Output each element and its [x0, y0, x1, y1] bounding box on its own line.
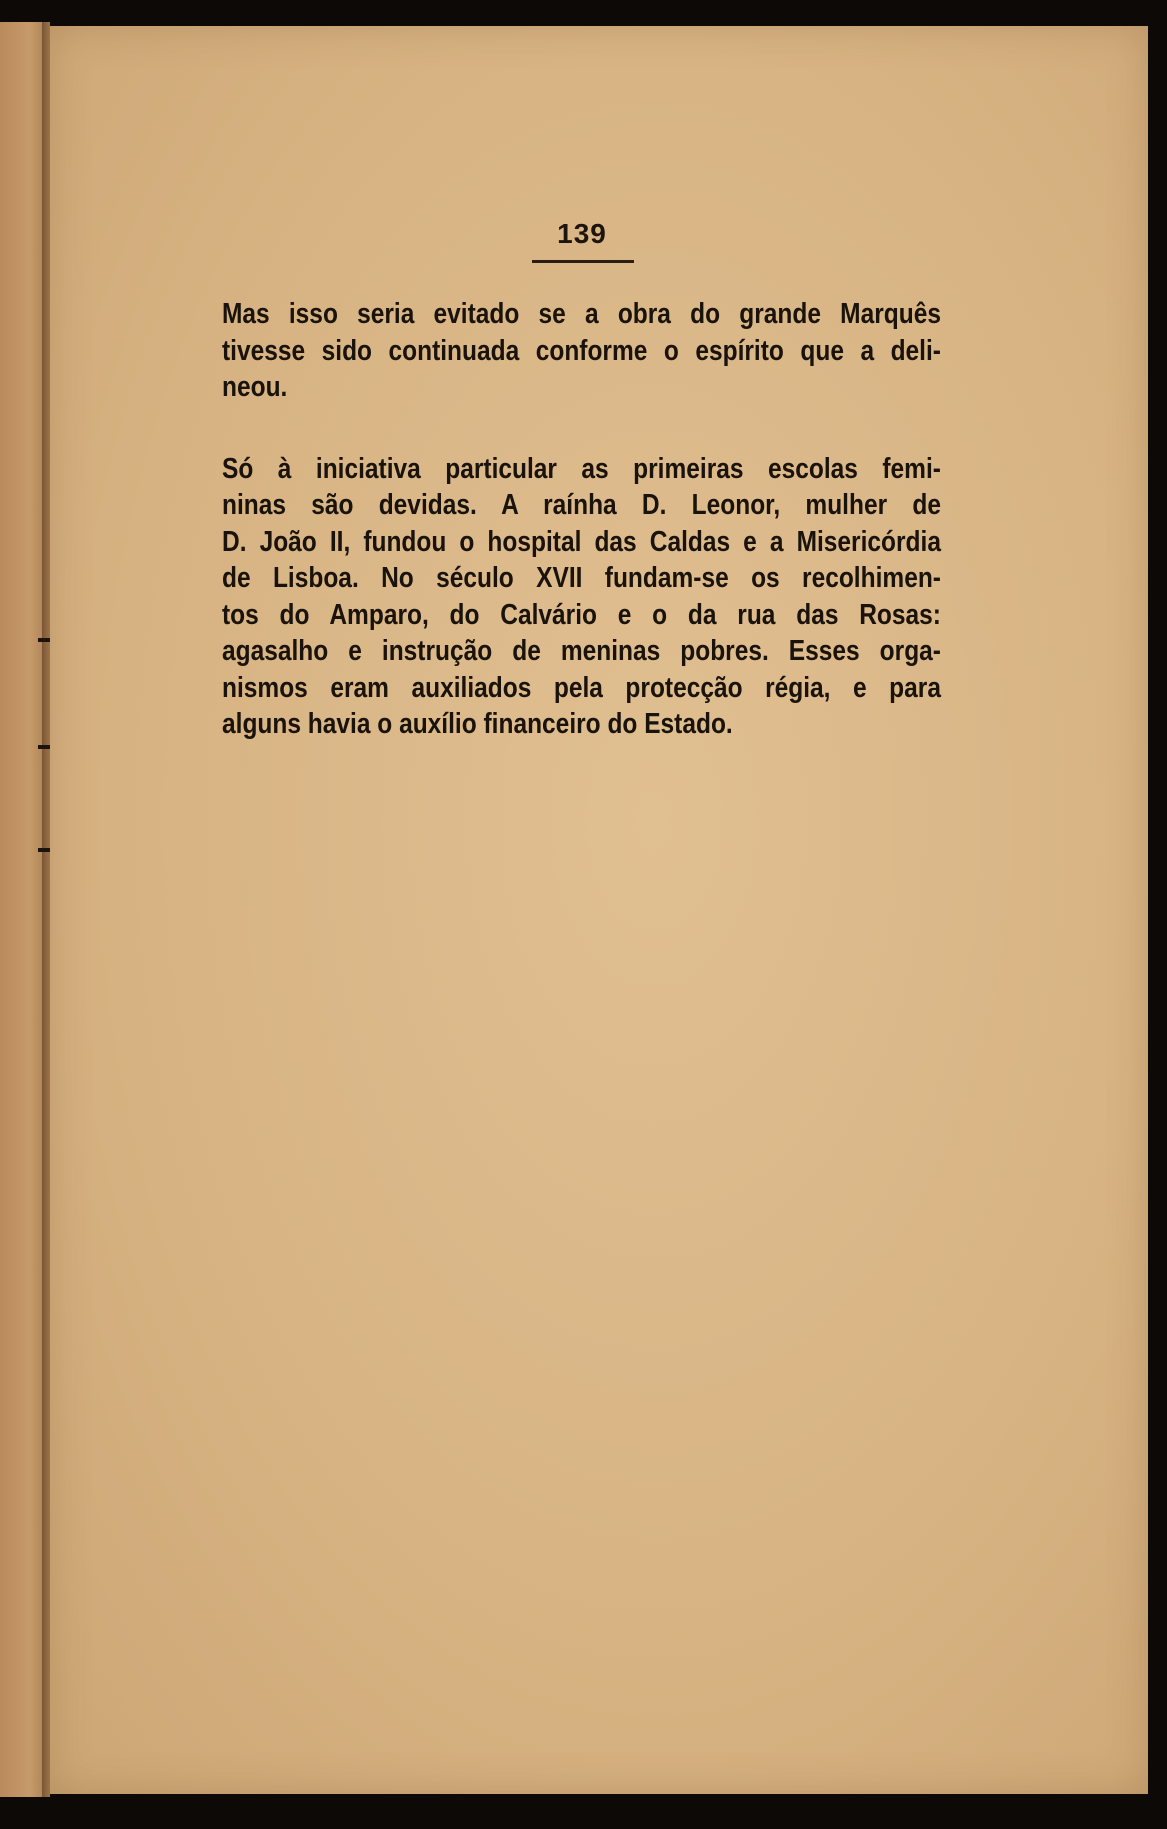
paragraph-gap — [222, 406, 841, 451]
text-line: alguns havia o auxílio financeiro do Estado. — [222, 708, 733, 740]
text-line: nismos eram auxiliados pela protecção régia, e para — [222, 671, 941, 704]
paragraph-2 — [222, 451, 941, 743]
text-line: neou. — [222, 371, 288, 403]
paragraph-1 — [222, 296, 941, 406]
text-line: Só à iniciativa particular as primeiras escolas femi- — [222, 452, 941, 485]
text-line: agasalho e instrução de meninas pobres. Esses orga- — [222, 635, 941, 667]
text-line: tivesse sido continuada conforme o espírito que a deli- — [222, 334, 941, 367]
text-line: D. João II, fundou o hospital das Caldas e a Misericórdia — [222, 525, 941, 558]
page-number: 139 — [557, 218, 607, 249]
text-line: ninas são devidas. A raínha D. Leonor, mulher de — [222, 489, 941, 521]
text-line: Mas isso seria evitado se a obra do grande Marquês — [222, 298, 941, 330]
text-line: tos do Amparo, do Calvário e o da rua das Rosas: — [222, 598, 941, 631]
text-line: de Lisboa. No século XVII fundam-se os recolhimen- — [222, 562, 941, 594]
page-number-rule — [532, 260, 634, 263]
body-text — [222, 296, 941, 743]
book-page — [50, 26, 1148, 1794]
